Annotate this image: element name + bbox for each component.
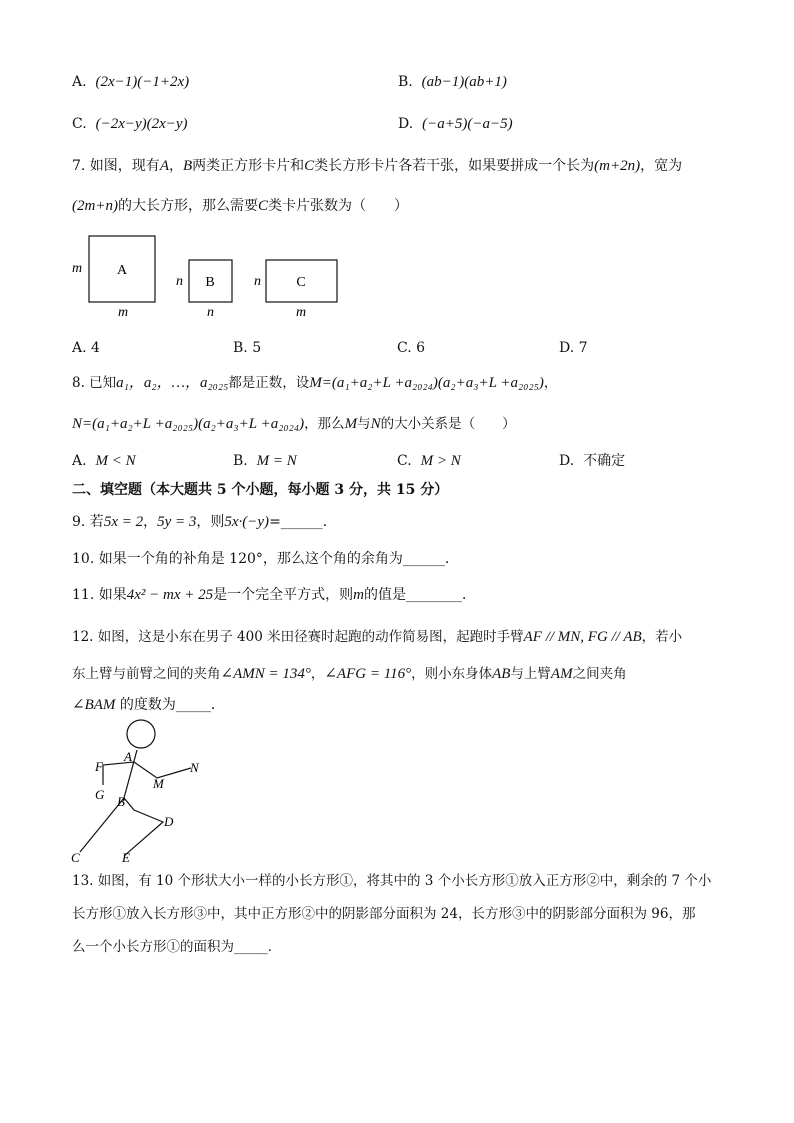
section-2-heading: 二、填空题（本大题共 5 个小题，每小题 3 分，共 15 分） bbox=[72, 482, 449, 498]
q8-stem-line1: 8. 已知a₁，a₂，…，a₂₀₂₅都是正数，设M=(a₁+a₂+L +a₂₀₂₄)(a₂+a₃+L +a₂₀₂₅)， bbox=[72, 375, 558, 391]
q11-stem: 11. 如果4x² − mx + 25是一个完全平方式，则m的值是________． bbox=[72, 587, 476, 603]
q7-option-c: C. 6 bbox=[397, 340, 426, 356]
point-b-label: B bbox=[117, 794, 125, 809]
q10-stem: 10. 如果一个角的补角是 120°，那么这个角的余角为______． bbox=[72, 551, 459, 567]
q8-option-d: D. 不确定 bbox=[559, 453, 626, 469]
q13-stem-line2: 长方形①放入长方形③中，其中正方形②中的阴影部分面积为 24，长方形③中的阴影部分面积为 96，那 bbox=[72, 906, 696, 922]
q7-option-a: A. 4 bbox=[72, 340, 100, 356]
q6-option-c: C. (−2x−y)(2x−y) bbox=[72, 116, 188, 132]
point-g-label: G bbox=[95, 787, 105, 802]
q12-stem-line2: 东上臂与前臂之间的夹角∠AMN = 134°，∠AFG = 116°，则小东身体AB与上臂AM之间夹角 bbox=[72, 666, 627, 682]
q8-option-c: C. M > N bbox=[397, 453, 461, 469]
card-c-label: C bbox=[296, 275, 306, 290]
point-e-label: E bbox=[122, 850, 130, 865]
q8-stem-line2: N=(a₁+a₂+L +a₂₀₂₅)(a₂+a₃+L +a₂₀₂₄)，那么M与N的大小关系是（ ） bbox=[72, 416, 516, 432]
runner-head bbox=[127, 720, 155, 748]
q7-option-b: B. 5 bbox=[233, 340, 262, 356]
q7-stem-line1: 7. 如图，现有A，B两类正方形卡片和C类长方形卡片各若干张，如果要拼成一个长为(m+2n)，宽为 bbox=[72, 158, 683, 174]
point-n-label: N bbox=[190, 760, 199, 775]
q7-cards-figure bbox=[60, 228, 360, 323]
card-c-bottom-label: m bbox=[296, 305, 307, 320]
point-f-label: F bbox=[95, 759, 103, 774]
q12-stem-line3: ∠BAM 的度数为_____． bbox=[72, 697, 225, 713]
card-a-label: A bbox=[116, 263, 128, 278]
q9-stem: 9. 若5x = 2，5y = 3，则5x·(−y)=______． bbox=[72, 514, 337, 530]
q6-option-a: A. (2x−1)(−1+2x) bbox=[72, 74, 190, 90]
q12-stem-line1: 12. 如图，这是小东在男子 400 米田径赛时起跑的动作简易图，起跑时手臂AF // MN, FG // AB，若小 bbox=[72, 629, 683, 645]
point-a-label: A bbox=[124, 749, 132, 764]
q6-option-d: D. (−a+5)(−a−5) bbox=[398, 116, 513, 132]
card-a-bottom-label: m bbox=[118, 305, 129, 320]
card-b-side-label: n bbox=[176, 274, 183, 289]
q8-option-b: B. M = N bbox=[233, 453, 297, 469]
q6-option-b: B. (ab−1)(ab+1) bbox=[398, 74, 507, 90]
q13-stem-line3: 么一个小长方形①的面积为_____． bbox=[72, 939, 282, 955]
point-m-label: M bbox=[153, 776, 164, 791]
point-d-label: D bbox=[164, 814, 174, 829]
card-b-bottom-label: n bbox=[207, 305, 214, 320]
point-c-label: C bbox=[71, 850, 80, 865]
q7-stem-line2: (2m+n)的大长方形，那么需要C类卡片张数为（ ） bbox=[72, 198, 408, 214]
q7-option-d: D. 7 bbox=[559, 340, 588, 356]
q13-stem-line1: 13. 如图，有 10 个形状大小一样的小长方形①，将其中的 3 个小长方形①放入正方形②中，剩余的 7 个小 bbox=[72, 873, 712, 889]
card-a-side-label: m bbox=[72, 261, 83, 276]
card-b-label: B bbox=[205, 275, 215, 290]
q8-option-a: A. M < N bbox=[72, 453, 136, 469]
runner-leg-bde bbox=[124, 798, 163, 856]
card-c-side-label: n bbox=[254, 274, 261, 289]
runner-arm-afg bbox=[103, 762, 134, 785]
q12-runner-figure bbox=[66, 716, 216, 866]
